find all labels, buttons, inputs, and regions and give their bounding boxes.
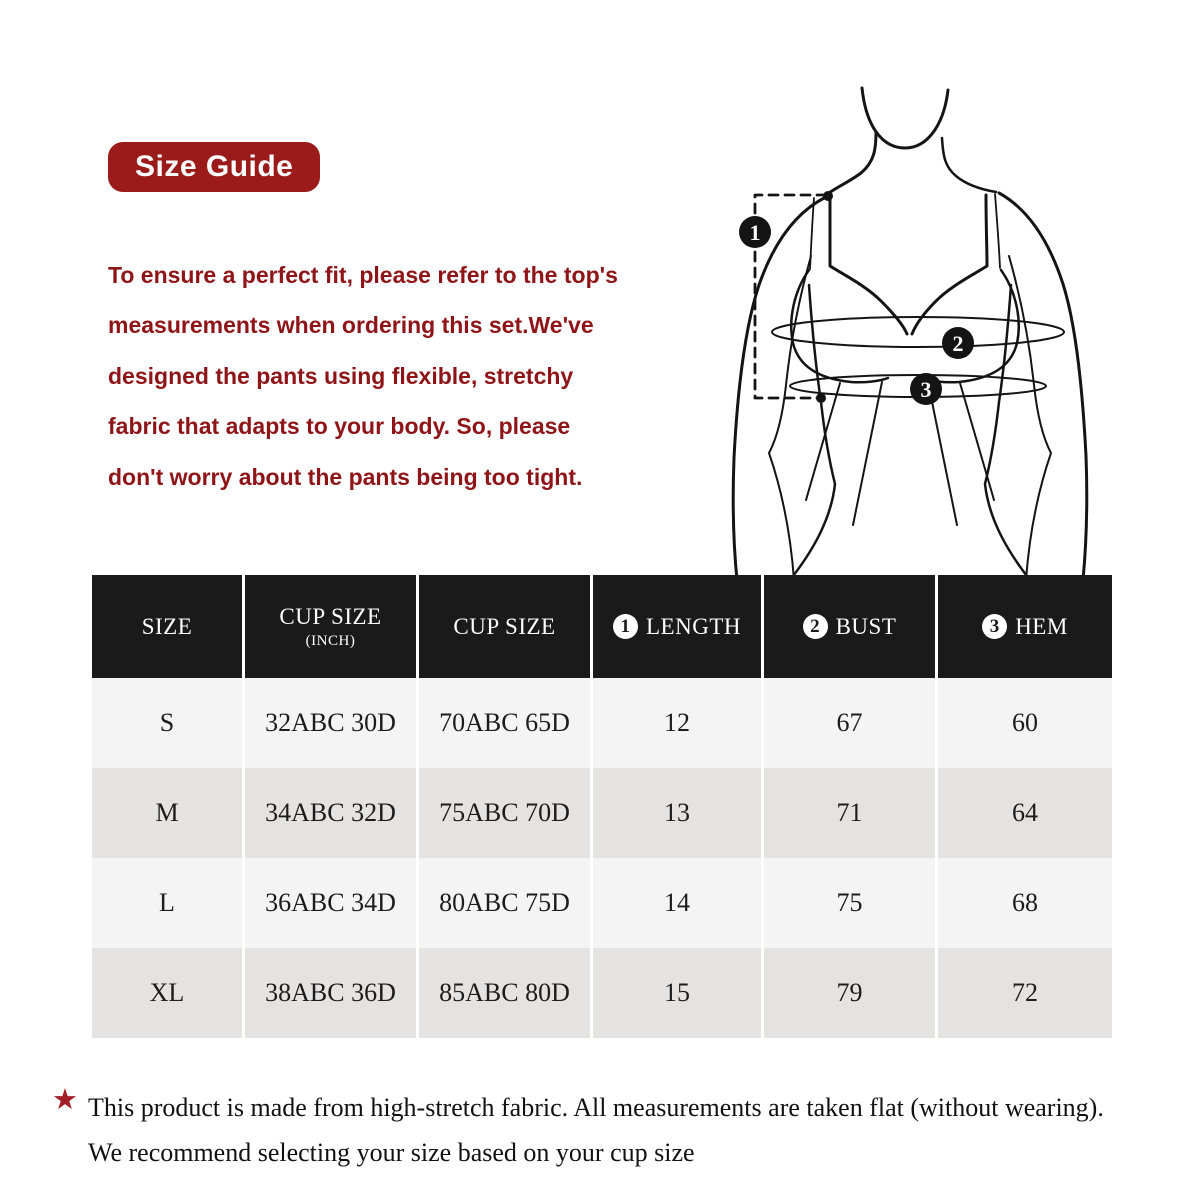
right-arm-outer-line xyxy=(999,193,1087,580)
footnote xyxy=(88,1085,1158,1175)
cell-cup-inch: 36ABC 34D xyxy=(245,858,419,948)
cell-hem: 60 xyxy=(938,678,1112,768)
header-cell-cup-size-inch: CUP SIZE (INCH) xyxy=(245,575,419,678)
intro-paragraph xyxy=(108,250,708,503)
hem-point-dot xyxy=(816,393,826,403)
cell-cup: 85ABC 80D xyxy=(419,948,593,1038)
table-row-s xyxy=(92,678,1112,768)
cell-size: S xyxy=(92,678,245,768)
cell-hem: 68 xyxy=(938,858,1112,948)
svg-text:1: 1 xyxy=(749,220,761,245)
hem-wrinkle-line xyxy=(853,382,882,525)
intro-line: designed the pants using flexible, stretchy xyxy=(108,362,574,389)
marker-2 xyxy=(942,327,974,359)
neck-right-line xyxy=(942,138,996,192)
left-cup-outline xyxy=(791,270,888,382)
neck-left-line xyxy=(829,132,876,193)
right-cup-outline xyxy=(922,270,1019,382)
cell-size: XL xyxy=(92,948,245,1038)
left-torso-line xyxy=(790,285,835,580)
intro-line: measurements when ordering this set.We've xyxy=(108,312,594,339)
cell-hem: 64 xyxy=(938,768,1112,858)
table-row-xl xyxy=(92,948,1112,1038)
footnote-line: This product is made from high-stretch fabric. All measurements are taken flat (without wearing). xyxy=(88,1092,1104,1122)
cell-cup: 70ABC 65D xyxy=(419,678,593,768)
cell-cup-inch: 38ABC 36D xyxy=(245,948,419,1038)
left-arm-inner-line xyxy=(769,256,811,580)
cell-cup-inch: 34ABC 32D xyxy=(245,768,419,858)
table-row-l xyxy=(92,858,1112,948)
table-header-row xyxy=(92,575,1112,678)
cell-bust: 79 xyxy=(764,948,938,1038)
cell-cup-inch: 32ABC 30D xyxy=(245,678,419,768)
cell-size: L xyxy=(92,858,245,948)
shoulder-point-dot xyxy=(823,191,833,201)
left-arm-outer-line xyxy=(733,197,826,580)
right-torso-line xyxy=(985,285,1030,580)
right-strap-line xyxy=(995,194,1000,268)
left-strap-line xyxy=(810,198,814,269)
body-outline-illustration xyxy=(690,80,1120,580)
header-cell-cup-size: CUP SIZE xyxy=(419,575,593,678)
header-cell-length: 1 LENGTH xyxy=(593,575,764,678)
star-icon: ★ xyxy=(52,1084,78,1116)
size-guide-badge: Size Guide xyxy=(108,142,320,192)
left-strap-cup-top-line xyxy=(830,197,907,334)
marker-3 xyxy=(910,373,942,405)
cell-hem: 72 xyxy=(938,948,1112,1038)
cell-bust: 67 xyxy=(764,678,938,768)
cell-length: 13 xyxy=(593,768,764,858)
circled-1-icon: 1 xyxy=(613,614,638,639)
intro-line: don't worry about the pants being too tight. xyxy=(108,463,583,490)
header-cell-bust: 2 BUST xyxy=(764,575,938,678)
cell-bust: 71 xyxy=(764,768,938,858)
right-strap-cup-top-line xyxy=(912,195,987,334)
cell-bust: 75 xyxy=(764,858,938,948)
cell-length: 12 xyxy=(593,678,764,768)
circled-2-icon: 2 xyxy=(803,614,828,639)
footnote-line: We recommend selecting your size based on your cup size xyxy=(88,1137,695,1167)
header-cell-size: SIZE xyxy=(92,575,245,678)
cell-length: 15 xyxy=(593,948,764,1038)
svg-text:2: 2 xyxy=(952,331,964,356)
circled-3-icon: 3 xyxy=(982,614,1007,639)
size-table xyxy=(92,575,1112,1038)
table-row-m xyxy=(92,768,1112,858)
header-subtext-inch: (INCH) xyxy=(305,632,356,649)
svg-text:3: 3 xyxy=(920,377,932,402)
cell-size: M xyxy=(92,768,245,858)
cell-length: 14 xyxy=(593,858,764,948)
cell-cup: 80ABC 75D xyxy=(419,858,593,948)
header-cell-hem: 3 HEM xyxy=(938,575,1112,678)
measurement-figure xyxy=(690,80,1120,580)
intro-line: To ensure a perfect fit, please refer to the top's xyxy=(108,261,618,288)
marker-1 xyxy=(739,216,771,248)
hem-wrinkle-line xyxy=(960,383,994,500)
cell-cup: 75ABC 70D xyxy=(419,768,593,858)
intro-line: fabric that adapts to your body. So, please xyxy=(108,413,571,440)
